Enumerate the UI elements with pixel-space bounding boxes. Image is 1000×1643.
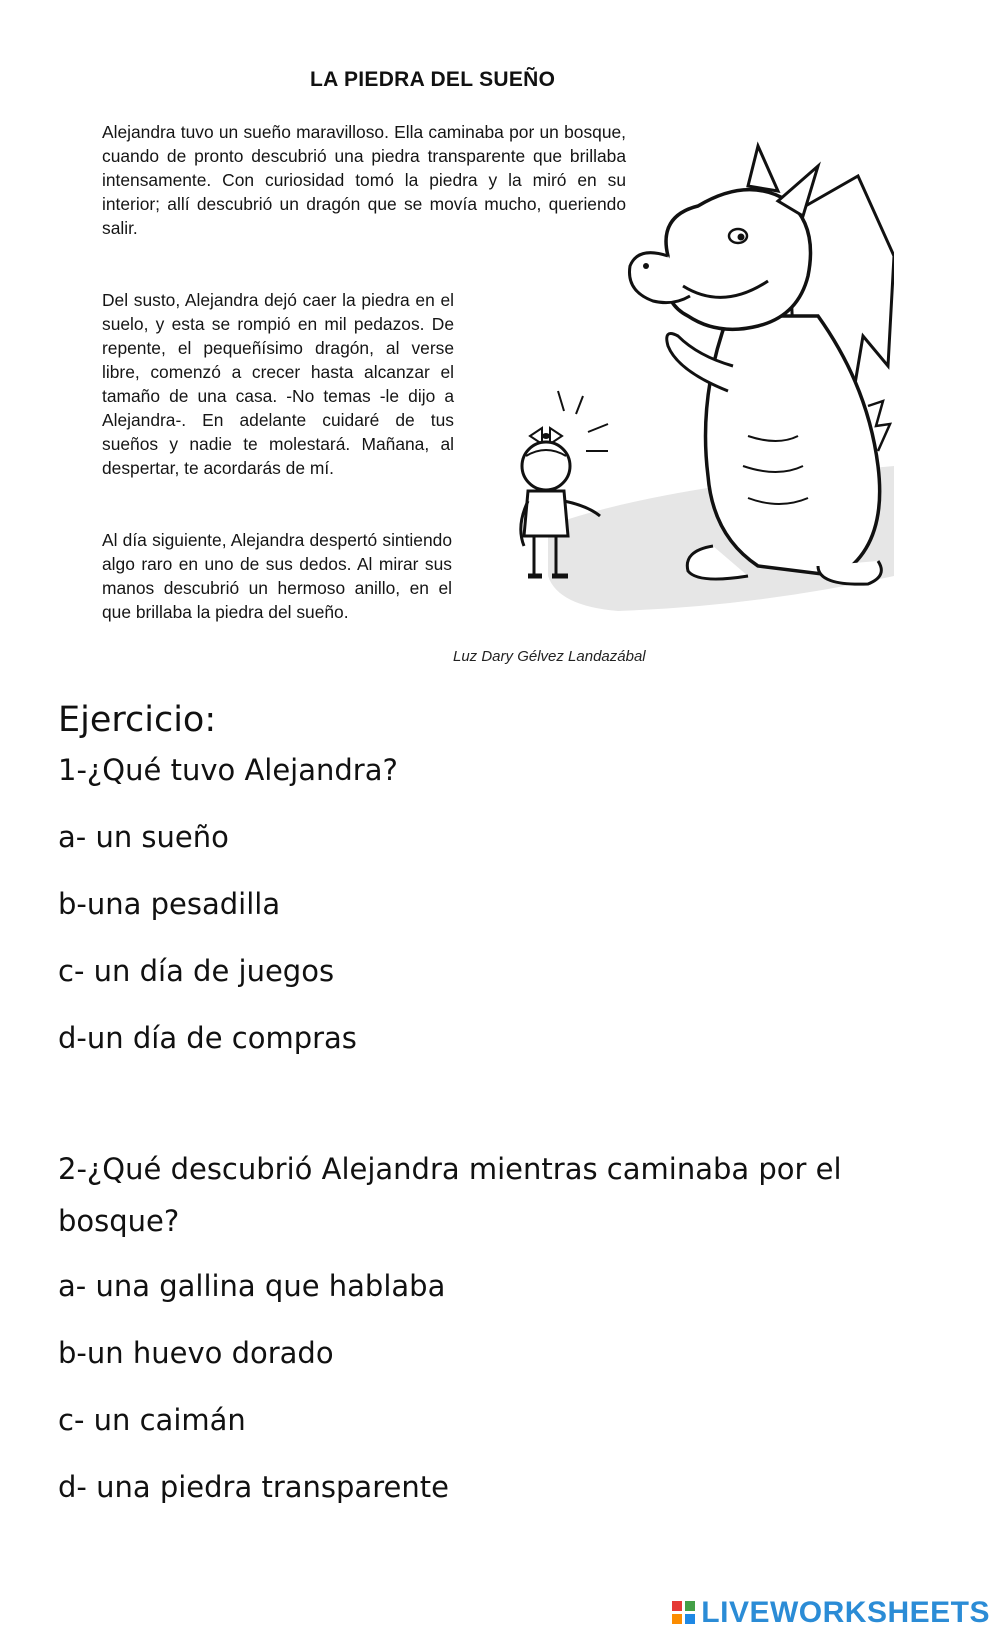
liveworksheets-logo-icon (671, 1598, 697, 1628)
story-image (88, 56, 894, 672)
liveworksheets-watermark (671, 1596, 990, 1630)
exercise-heading: Ejercicio: (58, 700, 217, 740)
question-1: 1-¿Qué tuvo Alejandra? (58, 753, 398, 787)
q1-option-b[interactable]: b-una pesadilla (58, 887, 281, 921)
q1-option-d[interactable]: d-un día de compras (58, 1021, 357, 1055)
watermark-text: LIVEWORKSHEETS (701, 1596, 990, 1629)
q2-option-d[interactable]: d- una piedra transparente (58, 1470, 449, 1504)
q1-option-c[interactable]: c- un día de juegos (58, 954, 335, 988)
story-paragraph-3: Al día siguiente, Alejandra despertó sintiendo algo raro en uno de sus dedos. Al mirar sus manos descubrió un hermoso anillo, en el que brillaba la piedra del sueño. (102, 530, 452, 622)
dragon-girl-illustration (458, 106, 894, 626)
q1-option-a[interactable]: a- un sueño (58, 820, 229, 854)
story-title: LA PIEDRA DEL SUEÑO (310, 68, 556, 91)
q2-option-a[interactable]: a- una gallina que hablaba (58, 1269, 446, 1303)
dragon-head (666, 190, 811, 330)
story-paragraph-1: Alejandra tuvo un sueño maravilloso. Ella caminaba por un bosque, cuando de pronto descubrió una piedra transparente que brillaba intensamente. Con curiosidad tomó la piedra y la miró en su interior; allí descubrió un dragón que se movía mucho, queriendo salir. (102, 122, 626, 238)
q2-option-c[interactable]: c- un caimán (58, 1403, 246, 1437)
story-author: Luz Dary Gélvez Landazábal (453, 648, 646, 665)
story-paragraph-2: Del susto, Alejandra dejó caer la piedra en el suelo, y esta se rompió en mil pedazos. De repente, el pequeñísimo dragón, al verse libre, comenzó a crecer hasta alcanzar el tamaño de una casa. -No temas -le dijo a Alejandra-. En adelante cuidaré de tus sueños y nadie te molestará. Mañana, al despertar, te acordarás de mí. (102, 290, 454, 478)
question-2: 2-¿Qué descubrió Alejandra mientras caminaba por el bosque? (58, 1152, 842, 1238)
q2-option-b[interactable]: b-un huevo dorado (58, 1336, 334, 1370)
